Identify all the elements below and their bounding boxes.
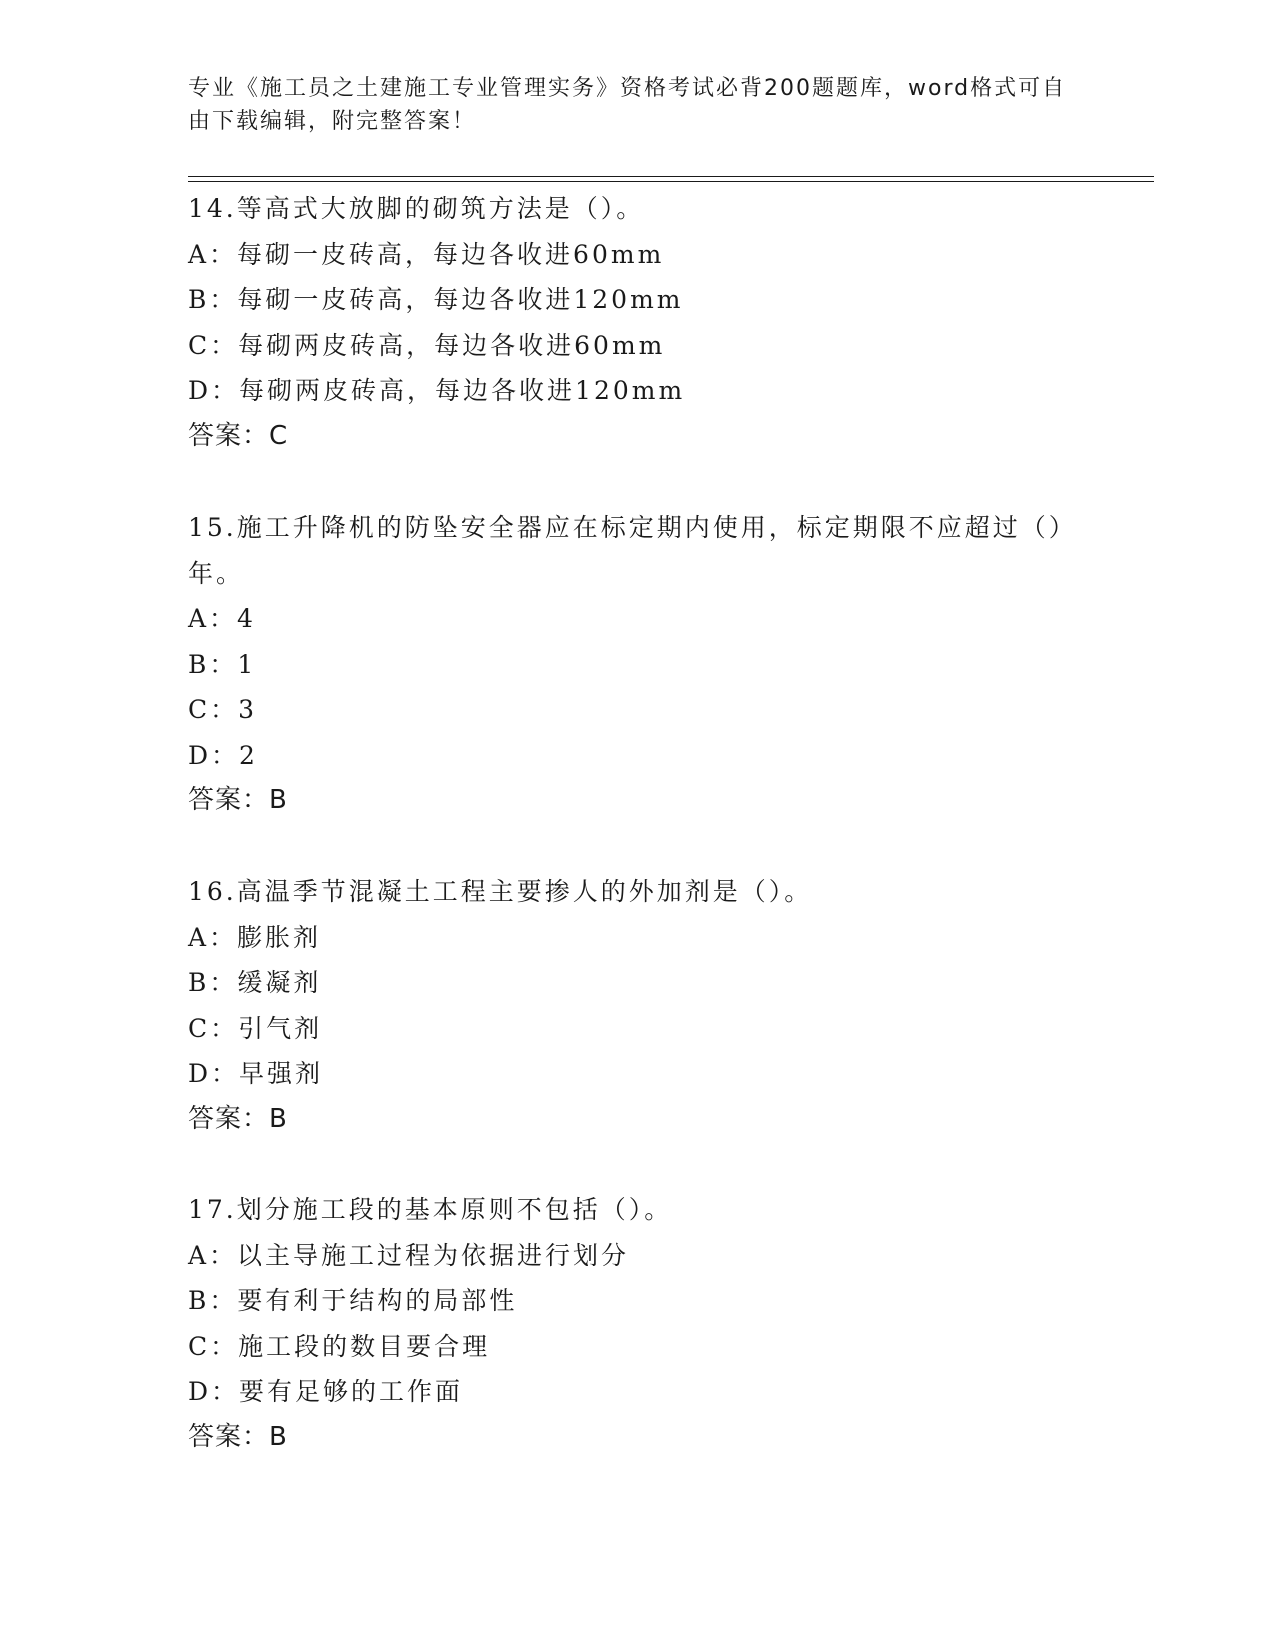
option-d: D：2 bbox=[188, 740, 258, 770]
option-b: B：每砌一皮砖高，每边各收进120mm bbox=[188, 285, 684, 314]
option-b: B：缓凝剂 bbox=[188, 968, 322, 997]
answer: 答案：B bbox=[188, 785, 288, 815]
option-c: C：施工段的数目要合理 bbox=[188, 1331, 491, 1361]
option-a: A：每砌一皮砖高，每边各收进60mm bbox=[188, 239, 665, 269]
question-stem: 17.划分施工段的基本原则不包括（）。 bbox=[188, 1195, 673, 1224]
option-c: C：每砌两皮砖高，每边各收进60mm bbox=[188, 330, 666, 360]
header-divider-bottom bbox=[188, 181, 1154, 182]
question-stem: 15.施工升降机的防坠安全器应在标定期内使用，标定期限不应超过（）年。 bbox=[188, 513, 1077, 588]
option-c: C：引气剂 bbox=[188, 1013, 323, 1043]
question-16 bbox=[188, 869, 1088, 1142]
option-d: D：每砌两皮砖高，每边各收进120mm bbox=[188, 376, 686, 405]
option-b: B：要有利于结构的局部性 bbox=[188, 1286, 518, 1315]
question-stem: 14.等高式大放脚的砌筑方法是（）。 bbox=[188, 194, 645, 223]
question-14 bbox=[188, 186, 1088, 459]
answer: 答案：C bbox=[188, 420, 289, 451]
option-a: A：以主导施工过程为依据进行划分 bbox=[188, 1240, 630, 1270]
question-17 bbox=[188, 1187, 1088, 1460]
header-divider-top bbox=[188, 176, 1154, 177]
option-a: A：4 bbox=[188, 604, 256, 633]
option-d: D：早强剂 bbox=[188, 1059, 324, 1088]
question-stem: 16.高温季节混凝土工程主要掺人的外加剂是（）。 bbox=[188, 877, 813, 906]
option-c: C：3 bbox=[188, 695, 258, 724]
option-d: D：要有足够的工作面 bbox=[188, 1377, 464, 1406]
answer: 答案：B bbox=[188, 1103, 288, 1134]
answer: 答案：B bbox=[188, 1421, 288, 1452]
question-15 bbox=[188, 505, 1088, 824]
option-a: A：膨胀剂 bbox=[188, 922, 322, 952]
document-header: 专业《施工员之土建施工专业管理实务》资格考试必背200题题库，word格式可自由下载编辑，附完整答案！ bbox=[188, 76, 1067, 134]
option-b: B：1 bbox=[188, 649, 257, 679]
